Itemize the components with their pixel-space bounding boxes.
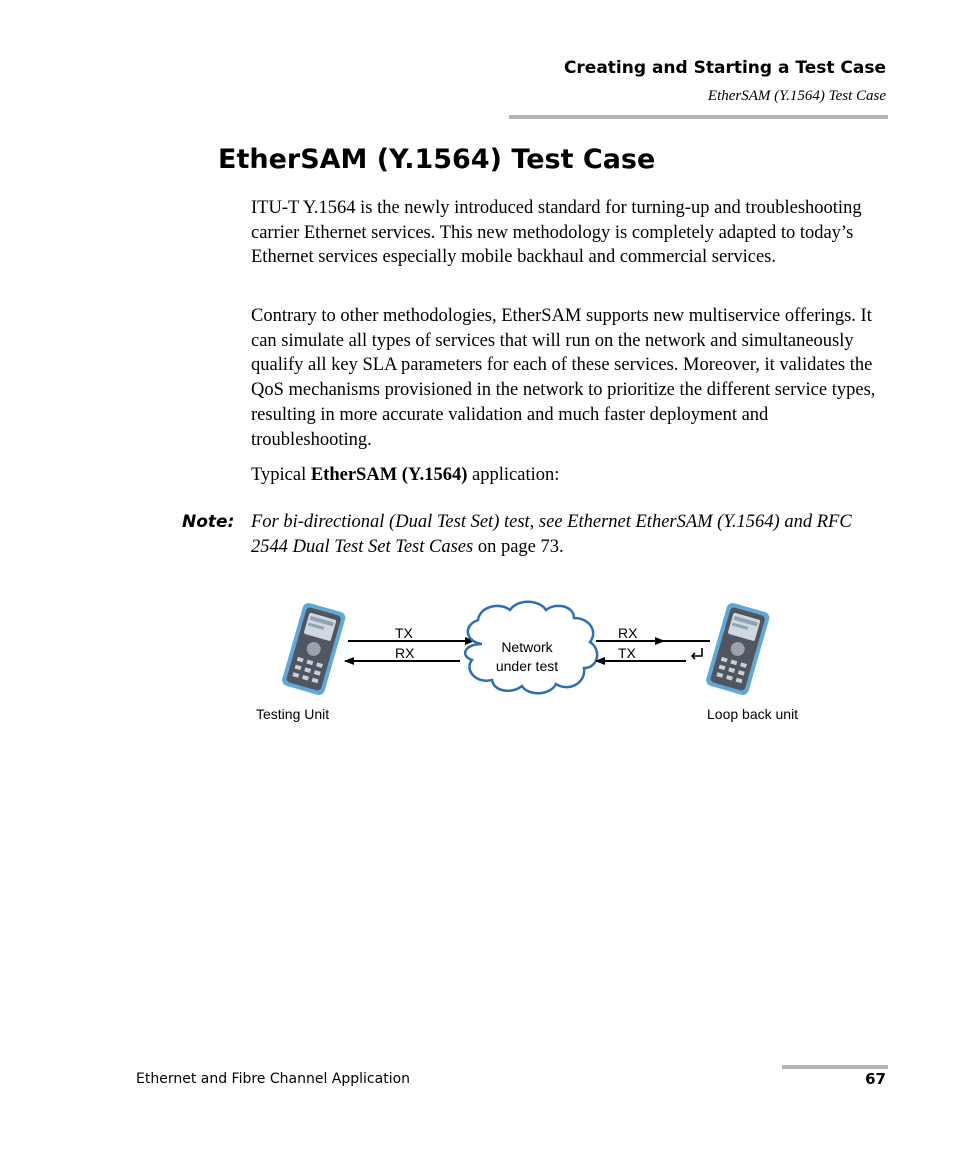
running-header-title: Creating and Starting a Test Case bbox=[563, 58, 886, 78]
cloud-label-line1: Network bbox=[501, 639, 553, 655]
note-text bbox=[251, 510, 891, 559]
right-tx-label: TX bbox=[618, 645, 636, 661]
note-label: Note: bbox=[182, 512, 235, 532]
loopback-unit-device-icon bbox=[705, 602, 771, 697]
left-tx-label: TX bbox=[395, 625, 413, 641]
note-suffix: on page 73. bbox=[473, 536, 564, 557]
page-number: 67 bbox=[865, 1070, 886, 1088]
testing-unit-device-icon bbox=[281, 602, 347, 697]
header-rule bbox=[509, 115, 888, 119]
page-title: EtherSAM (Y.1564) Test Case bbox=[218, 144, 656, 175]
left-rx-label: RX bbox=[395, 645, 415, 661]
running-header-subtitle: EtherSAM (Y.1564) Test Case bbox=[707, 88, 886, 104]
loopback-return-icon bbox=[692, 648, 702, 659]
methodology-paragraph: Contrary to other methodologies, EtherSAM supports new multiservice offerings. It can simulate all types of services that will run on the network and simultaneously qualify all key SLA parameters for each of these services. Moreover, it validates the QoS mechanisms provisioned in the network to prioritize the different service types, resulting in more accurate validation and much faster deployment and troubleshooting. bbox=[251, 306, 876, 450]
caption-suffix: application: bbox=[467, 465, 560, 485]
footer-manual-title: Ethernet and Fibre Channel Application bbox=[136, 1071, 411, 1087]
ethersam-application-diagram bbox=[250, 596, 820, 731]
testing-unit-label: Testing Unit bbox=[256, 706, 330, 722]
cloud-label-line2: under test bbox=[495, 658, 559, 674]
caption-prefix: Typical bbox=[251, 465, 311, 485]
intro-paragraph: ITU-T Y.1564 is the newly introduced standard for turning-up and troubleshooting carrier Ethernet services. This new methodology is completely adapted to today’s Ethernet services especially mobile backhaul and commercial services. bbox=[251, 198, 862, 268]
application-caption bbox=[251, 463, 891, 488]
right-rx-label: RX bbox=[618, 625, 638, 641]
note-reference-link[interactable]: For bi-directional (Dual Test Set) test, see Ethernet EtherSAM (Y.1564) and RFC 2544 Dual Test Set Test Cases bbox=[251, 512, 852, 557]
caption-bold: EtherSAM (Y.1564) bbox=[310, 465, 468, 485]
footer-rule bbox=[782, 1065, 888, 1069]
loopback-unit-label: Loop back unit bbox=[707, 706, 799, 722]
